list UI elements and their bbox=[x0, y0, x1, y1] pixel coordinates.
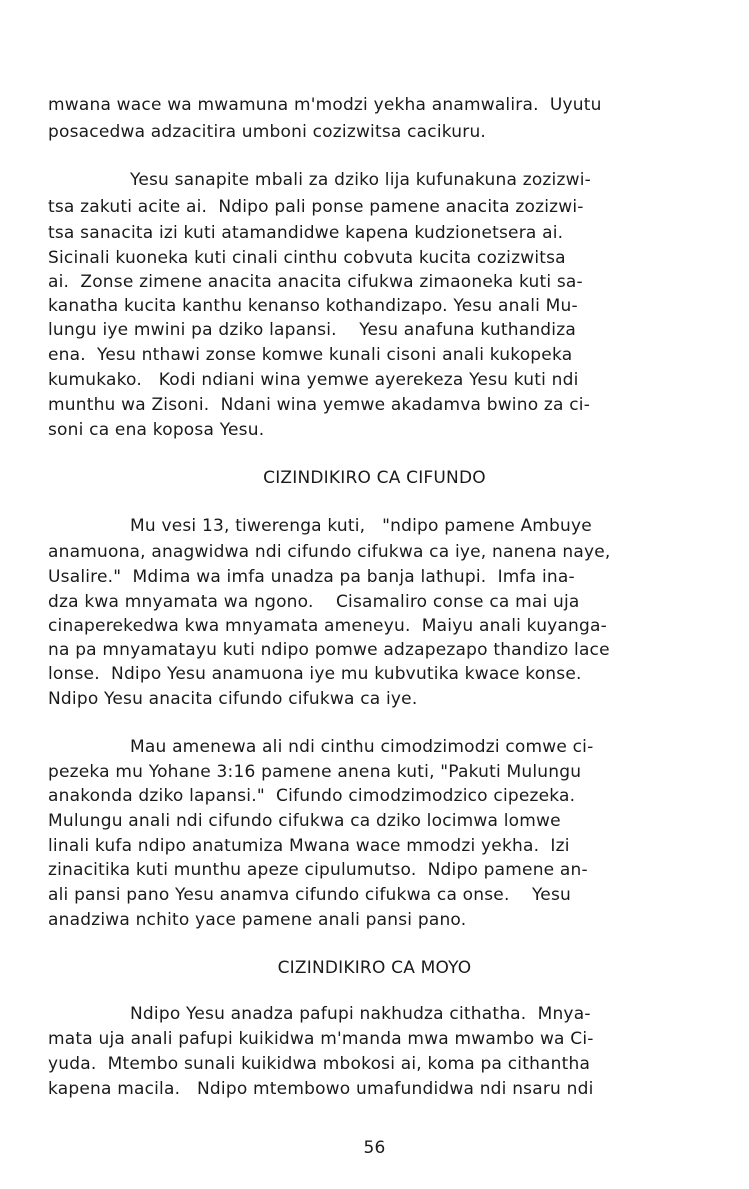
text-line: na pa mnyamatayu kuti ndipo pomwe adzapezapo thandizo lace bbox=[48, 640, 610, 660]
text-line: cinaperekedwa kwa mnyamata ameneyu. Maiyu anali kuyanga- bbox=[48, 616, 607, 636]
text-line: munthu wa Zisoni. Ndani wina yemwe akadamva bwino za ci- bbox=[48, 395, 591, 415]
text-line: posacedwa adzacitira umboni cozizwitsa cacikuru. bbox=[48, 122, 487, 142]
text-line: Ndipo Yesu anacita cifundo cifukwa ca iye. bbox=[48, 689, 418, 709]
text-line: Usalire." Mdima wa imfa unadza pa banja lathupi. Imfa ina- bbox=[48, 567, 575, 587]
text-line: tsa sanacita izi kuti atamandidwe kapena kudzionetsera ai. bbox=[48, 223, 564, 243]
text-line: mata uja anali pafupi kuikidwa m'manda mwa mwambo wa Ci- bbox=[48, 1029, 594, 1049]
text-line: zinacitika kuti munthu apeze cipulumutso. Ndipo pamene an- bbox=[48, 860, 588, 880]
section-heading: CIZINDIKIRO CA CIFUNDO bbox=[263, 468, 486, 488]
text-line: mwana wace wa mwamuna m'modzi yekha anamwalira. Uyutu bbox=[48, 95, 602, 115]
text-line: dza kwa mnyamata wa ngono. Cisamaliro conse ca mai uja bbox=[48, 592, 580, 612]
text-line: tsa zakuti acite ai. Ndipo pali ponse pamene anacita zozizwi- bbox=[48, 197, 584, 217]
text-line: anadziwa nchito yace pamene anali pansi pano. bbox=[48, 910, 467, 930]
text-line: lungu iye mwini pa dziko lapansi. Yesu anafuna kuthandiza bbox=[48, 320, 576, 340]
text-line: lonse. Ndipo Yesu anamuona iye mu kubvutika kwace konse. bbox=[48, 664, 582, 684]
text-line: Mu vesi 13, tiwerenga kuti, "ndipo pamene Ambuye bbox=[130, 516, 592, 536]
text-line: ena. Yesu nthawi zonse komwe kunali cisoni anali kukopeka bbox=[48, 345, 573, 365]
text-line: Sicinali kuoneka kuti cinali cinthu cobvuta kucita cozizwitsa bbox=[48, 248, 566, 268]
text-line: Mau amenewa ali ndi cinthu cimodzimodzi comwe ci- bbox=[130, 737, 594, 757]
text-line: linali kufa ndipo anatumiza Mwana wace mmodzi yekha. Izi bbox=[48, 836, 570, 856]
text-line: anakonda dziko lapansi." Cifundo cimodzimodzico cipezeka. bbox=[48, 786, 576, 806]
text-line: anamuona, anagwidwa ndi cifundo cifukwa ca iye, nanena naye, bbox=[48, 542, 611, 562]
text-line: kumukako. Kodi ndiani wina yemwe ayerekeza Yesu kuti ndi bbox=[48, 370, 579, 390]
text-line: kanatha kucita kanthu kenanso kothandizapo. Yesu anali Mu- bbox=[48, 296, 578, 316]
text-line: ali pansi pano Yesu anamva cifundo cifukwa ca onse. Yesu bbox=[48, 885, 571, 905]
text-line: ai. Zonse zimene anacita anacita cifukwa zimaoneka kuti sa- bbox=[48, 272, 583, 292]
text-line: soni ca ena koposa Yesu. bbox=[48, 420, 265, 440]
text-line: Yesu sanapite mbali za dziko lija kufunakuna zozizwi- bbox=[130, 170, 591, 190]
text-line: Ndipo Yesu anadza pafupi nakhudza cithatha. Mnya- bbox=[130, 1004, 591, 1024]
page-number: 56 bbox=[363, 1138, 386, 1158]
text-line: pezeka mu Yohane 3:16 pamene anena kuti, "Pakuti Mulungu bbox=[48, 762, 582, 782]
text-line: kapena macila. Ndipo mtembowo umafundidwa ndi nsaru ndi bbox=[48, 1079, 594, 1099]
section-heading: CIZINDIKIRO CA MOYO bbox=[277, 958, 472, 978]
text-line: Mulungu anali ndi cifundo cifukwa ca dziko locimwa lomwe bbox=[48, 811, 561, 831]
text-line: yuda. Mtembo sunali kuikidwa mbokosi ai, koma pa cithantha bbox=[48, 1054, 591, 1074]
